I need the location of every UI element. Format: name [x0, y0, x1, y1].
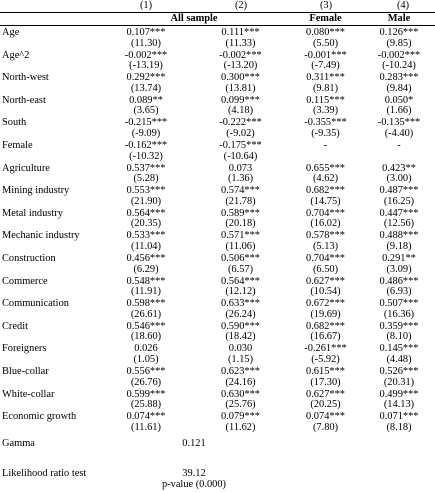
coefficient-cell: -0.215***: [124, 117, 168, 129]
t-statistic-cell: (16.02): [310, 218, 341, 230]
coefficient-cell: 0.115***: [306, 94, 345, 106]
t-statistic-cell: (-7.49): [311, 60, 340, 72]
coefficient-cell: 0.682***: [306, 185, 345, 197]
t-statistic-cell: (-5.92): [311, 353, 340, 365]
row-label: Age: [2, 27, 20, 38]
coefficient-cell: 0.633***: [221, 298, 260, 310]
row-label: Construction: [2, 253, 56, 264]
t-statistic-cell: (26.24): [225, 308, 256, 320]
table-row-tstat: [0, 83, 435, 95]
row-label: South: [2, 117, 27, 129]
table-row-tstat: [0, 377, 435, 389]
t-statistic-cell: (-13.19): [129, 60, 163, 72]
t-statistic-cell: (6.57): [227, 263, 254, 275]
row-label: Communication: [2, 298, 69, 310]
t-statistic-cell: (12.12): [225, 286, 256, 298]
coefficient-cell: 0.107***: [126, 27, 166, 38]
gamma-row: [0, 438, 435, 450]
t-statistic-cell: (7.80): [312, 421, 339, 433]
col-number-3: (3): [319, 0, 333, 11]
column-number-row: [0, 0, 435, 12]
t-statistic-cell: (11.33): [225, 37, 256, 49]
coefficient-cell: 0.578***: [306, 230, 345, 242]
row-label: White-collar: [2, 388, 55, 400]
coefficient-cell: 0.553***: [126, 185, 166, 197]
t-statistic-cell: (-10.24): [382, 60, 416, 72]
table-row-tstat: [0, 354, 435, 366]
t-statistic-cell: (3.39): [312, 105, 339, 117]
coefficient-cell: -0.261***: [304, 343, 347, 355]
group-header-male: Male: [387, 13, 411, 24]
coefficient-cell: -0.162***: [124, 140, 168, 151]
t-statistic-cell: (11.91): [131, 286, 161, 298]
coefficient-cell: 0.599***: [126, 388, 166, 400]
coefficient-cell: 0.704***: [306, 253, 345, 264]
group-header-female: Female: [309, 13, 342, 24]
t-statistic-cell: (16.67): [310, 331, 341, 343]
t-statistic-cell: (6.50): [312, 263, 339, 275]
coefficient-cell: 0.074***: [126, 411, 166, 423]
t-statistic-cell: (11.61): [131, 421, 161, 433]
coefficient-cell: 0.111***: [221, 27, 260, 38]
coefficient-cell: 0.292***: [126, 72, 166, 84]
coefficient-cell: 0.099***: [221, 94, 260, 106]
coefficient-cell: 0.574***: [221, 185, 260, 197]
table-row-tstat: [0, 264, 435, 276]
table-row-tstat: [0, 105, 435, 117]
t-statistic-cell: (16.36): [383, 308, 415, 320]
t-statistic-cell: (17.30): [310, 376, 341, 388]
coefficient-cell: -0.135***: [377, 117, 421, 129]
coefficient-cell: 0.598***: [126, 298, 166, 310]
t-statistic-cell: (13.74): [130, 82, 162, 94]
table-row-tstat: [0, 218, 435, 230]
t-statistic-cell: (3.00): [386, 173, 412, 185]
table-row-tstat: [0, 331, 435, 343]
table-row-tstat: [0, 38, 435, 50]
row-label: Blue-collar: [2, 366, 49, 377]
table-row-tstat: [0, 173, 435, 185]
coefficient-cell: 0.556***: [126, 366, 166, 377]
table-row-tstat: [0, 196, 435, 208]
t-statistic-cell: (8.10): [386, 331, 412, 343]
t-statistic-cell: (1.36): [227, 173, 254, 185]
coefficient-cell: 0.564***: [221, 275, 260, 287]
coefficient-cell: 0.590***: [221, 320, 260, 332]
t-statistic-cell: (18.60): [130, 331, 162, 343]
row-label: Commerce: [2, 275, 48, 287]
lr-test-pvalue: p-value (0.000): [161, 478, 227, 490]
t-statistic-cell: (1.05): [133, 353, 159, 365]
row-label: Female: [2, 140, 33, 151]
table-row-tstat: [0, 399, 435, 411]
coefficient-cell: 0.548***: [126, 275, 166, 287]
t-statistic-cell: (11.06): [225, 240, 256, 252]
coefficient-cell: 0.079***: [221, 411, 260, 423]
t-statistic-cell: (21.78): [225, 195, 256, 207]
coefficient-cell: 0.507***: [379, 298, 419, 310]
coefficient-cell: 0.283***: [379, 72, 419, 84]
coefficient-cell: 0.126***: [379, 27, 419, 38]
t-statistic-cell: (5.50): [312, 37, 339, 49]
row-label: Age^2: [2, 49, 30, 61]
col-number-4: (4): [396, 0, 410, 11]
coefficient-cell: 0.546***: [126, 320, 166, 332]
row-label: Mining industry: [2, 185, 70, 197]
coefficient-cell: -0.002***: [124, 49, 168, 61]
row-label: Credit: [2, 320, 28, 332]
row-label: Economic growth: [2, 411, 77, 423]
lr-test-label: Likelihood ratio test: [2, 467, 87, 479]
col-number-2: (2): [234, 0, 248, 11]
t-statistic-cell: (-9.02): [226, 127, 255, 139]
t-statistic-cell: (11.30): [131, 37, 161, 49]
coefficient-cell: 0.488***: [379, 230, 419, 242]
coefficient-cell: 0.080***: [306, 27, 345, 38]
coefficient-cell: -0.002***: [219, 49, 262, 61]
coefficient-cell: 0.030: [228, 343, 253, 355]
coefficient-cell: 0.300***: [221, 72, 260, 84]
coefficient-cell: 0.615***: [306, 366, 345, 377]
t-statistic-cell: (-10.32): [129, 150, 163, 162]
coefficient-cell: 0.704***: [306, 207, 345, 219]
coefficient-cell: 0.506***: [221, 253, 260, 264]
t-statistic-cell: (-9.35): [311, 127, 340, 139]
coefficient-cell: 0.526***: [379, 366, 419, 377]
t-statistic-cell: (14.13): [383, 399, 415, 411]
row-label: Metal industry: [2, 207, 63, 219]
t-statistic-cell: (19.69): [310, 308, 341, 320]
t-statistic-cell: (25.76): [225, 399, 256, 411]
coefficient-cell: 0.564***: [126, 207, 166, 219]
coefficient-cell: 0.074***: [306, 411, 345, 423]
t-statistic-cell: (20.35): [130, 218, 162, 230]
t-statistic-cell: (-10.64): [223, 150, 258, 162]
lr-test-value: 39.12: [182, 467, 206, 479]
coefficient-cell: 0.655***: [306, 162, 345, 174]
row-label: North-west: [2, 72, 49, 84]
gamma-value: 0.121: [182, 437, 206, 449]
t-statistic-cell: (3.65): [133, 105, 159, 117]
coefficient-cell: -0.002***: [377, 49, 421, 61]
coefficient-cell: 0.589***: [221, 207, 260, 219]
coefficient-cell: 0.359***: [379, 320, 419, 332]
t-statistic-cell: (1.66): [386, 105, 412, 117]
t-statistic-cell: (20.25): [310, 399, 341, 411]
t-statistic-cell: (4.62): [312, 173, 339, 185]
t-statistic-cell: (-9.09): [131, 127, 161, 139]
t-statistic-cell: (8.18): [386, 421, 412, 433]
coefficient-cell: 0.456***: [126, 253, 166, 264]
t-statistic-cell: (1.15): [227, 353, 254, 365]
coefficient-cell: 0.627***: [306, 388, 345, 400]
t-statistic-cell: (26.76): [130, 376, 162, 388]
coefficient-cell: 0.071***: [379, 411, 419, 423]
t-statistic-cell: (20.18): [225, 218, 256, 230]
t-statistic-cell: (10.54): [310, 286, 341, 298]
coefficient-cell: 0.423**: [382, 162, 416, 174]
table-row-tstat: [0, 286, 435, 298]
t-statistic-cell: (4.18): [227, 105, 254, 117]
group-header-all-sample: All sample: [170, 13, 218, 24]
t-statistic-cell: (11.04): [131, 240, 161, 252]
t-statistic-cell: (6.29): [133, 263, 159, 275]
coefficient-cell: 0.487***: [379, 185, 419, 197]
table-row-tstat: [0, 151, 435, 163]
coefficient-cell: 0.050*: [384, 94, 414, 106]
t-statistic-cell: (3.09): [386, 263, 412, 275]
t-statistic-cell: (9.81): [312, 82, 339, 94]
coefficient-cell: 0.533***: [126, 230, 166, 242]
row-label: Agriculture: [2, 162, 50, 174]
coefficient-cell: -0.001***: [304, 49, 347, 61]
t-statistic-cell: (-4.40): [384, 127, 414, 139]
header-rule: [0, 25, 435, 26]
row-label: Foreigners: [2, 343, 47, 355]
coefficient-cell: -0.175***: [219, 140, 262, 151]
coefficient-cell: -: [397, 140, 401, 151]
coefficient-cell: 0.672***: [306, 298, 345, 310]
coefficient-cell: 0.499***: [379, 388, 419, 400]
table-row-tstat: [0, 60, 435, 72]
coefficient-cell: -0.355***: [304, 117, 347, 129]
t-statistic-cell: (13.81): [225, 82, 256, 94]
t-statistic-cell: (11.62): [225, 421, 256, 433]
t-statistic-cell: (26.61): [130, 308, 162, 320]
coefficient-cell: 0.623***: [221, 366, 260, 377]
coefficient-cell: 0.311***: [306, 72, 345, 84]
coefficient-cell: 0.682***: [306, 320, 345, 332]
coefficient-cell: 0.447***: [379, 207, 419, 219]
t-statistic-cell: (4.48): [386, 353, 412, 365]
coefficient-cell: -: [323, 140, 328, 151]
t-statistic-cell: (21.90): [130, 195, 162, 207]
coefficient-cell: -0.222***: [219, 117, 262, 129]
coefficient-cell: 0.089**: [129, 94, 163, 106]
t-statistic-cell: (20.31): [383, 376, 415, 388]
t-statistic-cell: (5.28): [133, 173, 159, 185]
coefficient-cell: 0.571***: [221, 230, 260, 242]
coefficient-cell: 0.630***: [221, 388, 260, 400]
table-row-tstat: [0, 309, 435, 321]
t-statistic-cell: (14.75): [310, 195, 341, 207]
coefficient-cell: 0.073: [228, 162, 253, 174]
t-statistic-cell: (6.93): [386, 286, 412, 298]
row-label: Mechanic industry: [2, 230, 80, 242]
t-statistic-cell: (16.25): [383, 195, 415, 207]
t-statistic-cell: (24.16): [225, 376, 256, 388]
row-label: North-east: [2, 94, 46, 106]
t-statistic-cell: (12.56): [383, 218, 415, 230]
coefficient-cell: 0.145***: [379, 343, 419, 355]
coefficient-cell: 0.537***: [126, 162, 166, 174]
lr-test-pvalue-row: [0, 479, 435, 491]
coefficient-cell: 0.627***: [306, 275, 345, 287]
table-row-tstat: [0, 422, 435, 434]
t-statistic-cell: (-13.20): [223, 60, 258, 72]
table-row-tstat: [0, 128, 435, 140]
t-statistic-cell: (25.88): [130, 399, 162, 411]
gamma-label: Gamma: [2, 437, 35, 449]
t-statistic-cell: (9.85): [386, 37, 412, 49]
col-number-1: (1): [139, 0, 153, 11]
t-statistic-cell: (5.13): [312, 240, 339, 252]
coefficient-cell: 0.486***: [379, 275, 419, 287]
table-row-tstat: [0, 241, 435, 253]
coefficient-cell: 0.026: [134, 343, 158, 355]
t-statistic-cell: (18.42): [225, 331, 256, 343]
t-statistic-cell: (9.84): [386, 82, 412, 94]
t-statistic-cell: (9.18): [386, 240, 412, 252]
coefficient-cell: 0.291**: [382, 253, 416, 264]
